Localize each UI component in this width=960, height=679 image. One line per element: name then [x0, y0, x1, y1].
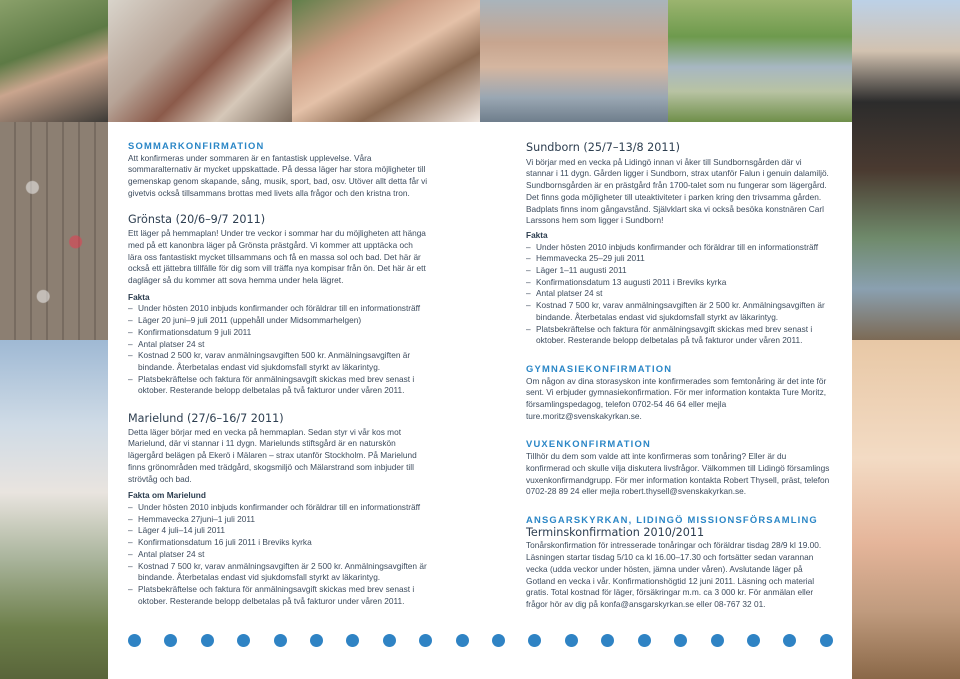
list-item: – Antal platser 24 st: [128, 549, 428, 561]
list-item: – Konfirmationsdatum 13 augusti 2011 i Breviks kyrka: [526, 277, 831, 289]
dot-icon: [128, 634, 141, 647]
marielund-fakta-label: Fakta om Marielund: [128, 490, 206, 501]
list-item: – Platsbekräftelse och faktura för anmälningsavgift skickas med brev senast i oktober. Resterande belopp delbetalas på två fakturor under våren 2011.: [128, 584, 428, 607]
dot-icon: [711, 634, 724, 647]
sundborn-paragraph: Vi börjar med en vecka på Lidingö innan vi åker till Sundbornsgården där vi stannar i 11 dygn. Gården ligger i Sundborn, strax utanför Falun i genuin dalamiljö. Sundbornsgården är en prästgård från 1700-talet som nu fungerar som lägergård. Det finns goda möjligheter till uteaktiviteter i parken kring den trivsamma gården. Badplats finns inom gångavstånd. Självklart ska vi också besöka konstnären Carl Larssons hem som ligger i Sundborn!: [526, 156, 829, 226]
dot-icon: [820, 634, 833, 647]
photo-boy-jumping: [852, 0, 960, 340]
marielund-heading: Marielund (27/6–16/7 2011): [128, 412, 284, 426]
photo-blindfolded-boy: [0, 340, 108, 679]
ansgar-subheading: Terminskonfirmation 2010/2011: [526, 525, 705, 539]
gronsta-paragraph: Ett läger på hemmaplan! Under tre veckor i sommar har du möjligheten att hänga med på ett kanonbra läger på Grönsta prästgård. Vi kommer att upptäcka och lära oss fantastiskt mycket tillsammans och få en massa sol och bad. Det här är också ett jättebra tillfälle för dig som vill träffa nya kompisar från ön. Det här är ett dagläger så du kommer att sova hemma under hela lägret.: [128, 228, 426, 286]
marielund-fakta-list: [128, 502, 428, 607]
dot-icon: [492, 634, 505, 647]
list-item: – Under hösten 2010 inbjuds konfirmander och föräldrar till en informationsträff: [128, 303, 428, 315]
dot-icon: [674, 634, 687, 647]
dot-icon: [419, 634, 432, 647]
photo-kids-on-grass: [668, 0, 852, 122]
list-item: – Under hösten 2010 inbjuds konfirmander och föräldrar till en informationsträff: [526, 242, 831, 254]
ansgar-heading: ANSGARSKYRKAN, LIDINGÖ MISSIONSFÖRSAMLING: [526, 513, 818, 525]
dot-icon: [201, 634, 214, 647]
list-item: – Platsbekräftelse och faktura för anmälningsavgift skickas med brev senast i oktober. Resterande belopp delbetalas på två fakturor under våren 2011.: [128, 374, 428, 397]
list-item: – Antal platser 24 st: [128, 339, 428, 351]
dot-icon: [310, 634, 323, 647]
sundborn-fakta-label: Fakta: [526, 229, 548, 240]
sommar-paragraph: Att konfirmeras under sommaren är en fantastisk upplevelse. Våra sommaralternativ är mycket uppskattade. På dessa läger har stora möjligheter till gemenskap genom skapande, sång, musik, sport, bad, osv. Utöver allt detta får vi givetvis också tillsammans brottas med livets alla frågor och den kristna tron.: [128, 152, 428, 198]
photo-girl-on-porch: [0, 0, 108, 122]
vuxen-heading: VUXENKONFIRMATION: [526, 438, 651, 450]
dot-icon: [747, 634, 760, 647]
list-item: – Hemmavecka 25–29 juli 2011: [526, 253, 831, 265]
photo-friends-group: [292, 0, 480, 122]
list-item: – Under hösten 2010 inbjuds konfirmander och föräldrar till en informationsträff: [128, 502, 428, 514]
dot-icon: [638, 634, 651, 647]
list-item: – Konfirmationsdatum 9 juli 2011: [128, 327, 428, 339]
right-column: [526, 142, 831, 611]
list-item: – Hemmavecka 27juni–1 juli 2011: [128, 514, 428, 526]
marielund-paragraph: Detta läger börjar med en vecka på hemmaplan. Sedan styr vi vår kos mot Marielund, där vi stannar i 11 dygn. Marielunds stiftsgård är en naturskön lägergård belägen på Ekerö i Mälaren – strax utanför Stockholm. På Marielund finns grönområden med trädgård, skogsmiljö och Mälarstrand som inbjuder till strövtåg och bad.: [128, 426, 417, 484]
dot-icon: [601, 634, 614, 647]
decorative-dots-row: [128, 634, 833, 648]
list-item: – Antal platser 24 st: [526, 288, 831, 300]
left-column: [128, 140, 428, 607]
photo-shoes-on-deck: [0, 122, 108, 340]
dot-icon: [383, 634, 396, 647]
sundborn-heading: Sundborn (25/7–13/8 2011): [526, 141, 680, 154]
dot-icon: [237, 634, 250, 647]
list-item: – Läger 1–11 augusti 2011: [526, 265, 831, 277]
dot-icon: [164, 634, 177, 647]
list-item: – Kostnad 7 500 kr, varav anmälningsavgiften är 2 500 kr. Anmälningsavgiften är bindande. Återbetalas endast vid sjukdomsfall styrkt av läkarintyg.: [526, 300, 831, 323]
gronsta-heading: Grönsta (20/6–9/7 2011): [128, 212, 266, 226]
dot-icon: [346, 634, 359, 647]
photo-smiling-face-closeup: [480, 0, 668, 122]
list-item: – Kostnad 2 500 kr, varav anmälningsavgiften 500 kr. Anmälningsavgiften är bindande. Återbetalas endast vid sjukdomsfall styrkt av läkarintyg.: [128, 350, 428, 373]
gronsta-fakta-label: Fakta: [128, 291, 150, 302]
list-item: – Läger 20 juni–9 juli 2011 (uppehåll under Midsommarhelgen): [128, 315, 428, 327]
dot-icon: [783, 634, 796, 647]
photo-camp-bedroom: [108, 0, 292, 122]
sundborn-fakta-list: [526, 242, 831, 347]
ansgar-paragraph: Tonårskonfirmation för intresserade tonåringar och föräldrar tisdag 28/9 kl 19.00. Läsningen startar tisdag 5/10 ca kl 16.00–17.30 och fortsätter sedan varannan vecka (udda veckor under hösten, jämna under våren). Avslutande läger på Gotland en vecka i vår. Konfirmationshögtid 12 juni 2011. Läsning och material gratis. Total kostnad för läger, försäkringar m.m. ca 3 000 kr. För anmälan eller frågor hör av dig på konfa@ansgarskyrkan.se eller 08-767 32 01.: [526, 540, 822, 609]
list-item: – Kostnad 7 500 kr, varav anmälningsavgiften är 2 500 kr. Anmälningsavgiften är bindande. Återbetalas endast vid sjukdomsfall styrkt av läkarintyg.: [128, 561, 428, 584]
sommar-heading: SOMMARKONFIRMATION: [128, 140, 265, 151]
dot-icon: [565, 634, 578, 647]
dot-icon: [274, 634, 287, 647]
vuxen-paragraph: Tillhör du dem som valde att inte konfirmeras som tonåring? Eller är du konfirmerad och skulle vilja diskutera livsfrågor. Välkommen till Lidingö församlings vuxenkonfirmandgrupp. För mer information kontakta Robert Thysell, präst, telefon 0702-28 89 24 eller mejla robert.thysell@svenskakyrkan.se.: [526, 451, 830, 497]
gymnasie-paragraph: Om någon av dina storasyskon inte konfirmerades som femtonåring är det inte för sent. Vi erbjuder gymnasiekonfirmation. För mer information kontakta Ture Moritz, församlingspedagog, telefon 0702-54 46 64 eller mejla ture.moritz@svenskakyrkan.se.: [526, 375, 827, 421]
gymnasie-heading: GYMNASIEKONFIRMATION: [526, 362, 673, 374]
list-item: – Konfirmationsdatum 16 juli 2011 i Breviks kyrka: [128, 537, 428, 549]
dot-icon: [528, 634, 541, 647]
photo-smiling-girl: [852, 340, 960, 679]
gronsta-fakta-list: [128, 303, 428, 397]
dot-icon: [456, 634, 469, 647]
list-item: – Läger 4 juli–14 juli 2011: [128, 525, 428, 537]
list-item: – Platsbekräftelse och faktura för anmälningsavgift skickas med brev senast i oktober. Resterande belopp delbetalas på två fakturor under våren 2011.: [526, 324, 831, 347]
